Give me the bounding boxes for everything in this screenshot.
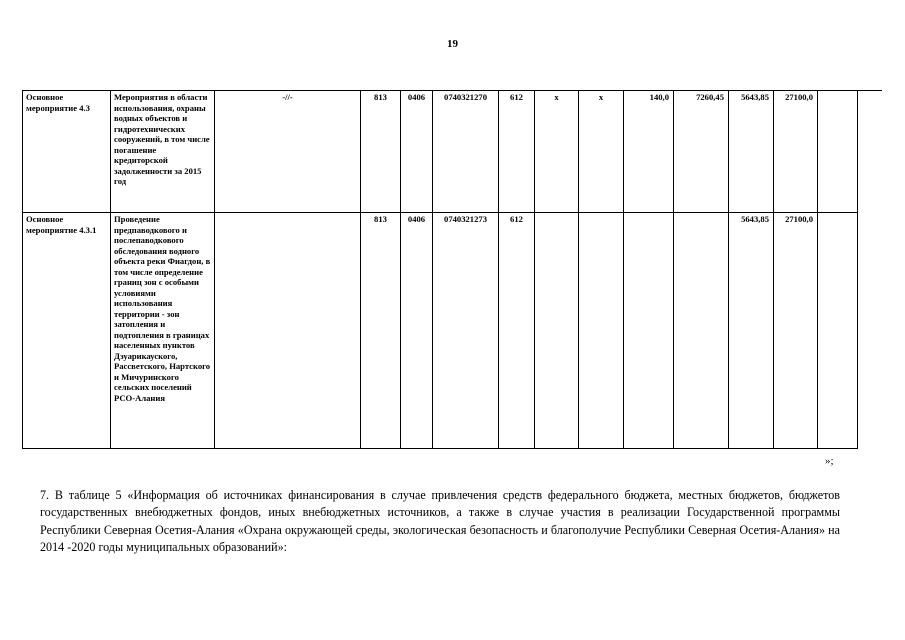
year-6-cell: 27100,0 <box>774 213 818 449</box>
year-3-cell: 140,0 <box>624 91 674 213</box>
closing-quote-mark: »; <box>825 455 834 467</box>
year-1-cell: x <box>535 91 579 213</box>
year-7-cell <box>818 91 858 213</box>
vr-cell: 612 <box>499 91 535 213</box>
rzpr-cell: 0406 <box>401 91 433 213</box>
row-name-cell: Основное мероприятие 4.3 <box>23 91 111 213</box>
page-number: 19 <box>447 38 458 50</box>
executor-cell <box>215 213 361 449</box>
year-5-cell: 5643,85 <box>729 213 774 449</box>
year-7-cell <box>818 213 858 449</box>
executor-cell: -//- <box>215 91 361 213</box>
grbs-cell: 813 <box>361 91 401 213</box>
budget-table <box>22 90 882 449</box>
year-4-cell <box>674 213 729 449</box>
year-1-cell <box>535 213 579 449</box>
csr-cell: 0740321273 <box>433 213 499 449</box>
grbs-cell: 813 <box>361 213 401 449</box>
table-row <box>23 213 882 449</box>
csr-cell: 0740321270 <box>433 91 499 213</box>
body-paragraph: 7. В таблице 5 «Информация об источниках финансирования в случае привлечения средств федерального бюджета, местных бюджетов, бюджетов государственных внебюджетных фондов, иных внебюджетных источников, а также в случае участия в реализации Государственной программы Республики Северная Осетия-Алания «Охрана окружающей среды, экологическая безопасность и благополучие Республики Северная Осетия-Алания» на 2014 -2020 годы муниципальных образований»: <box>40 488 840 554</box>
year-3-cell <box>624 213 674 449</box>
table-row <box>23 91 882 213</box>
row-description-cell: Мероприятия в области использования, охраны водных объектов и гидротехнических сооружений, в том числе погашение кредиторской задолженности за 2015 год <box>111 91 215 213</box>
year-6-cell: 27100,0 <box>774 91 818 213</box>
year-5-cell: 5643,85 <box>729 91 774 213</box>
year-2-cell: x <box>579 91 624 213</box>
rzpr-cell: 0406 <box>401 213 433 449</box>
year-2-cell <box>579 213 624 449</box>
table-edge-stub <box>858 213 882 449</box>
row-name-cell: Основное мероприятие 4.3.1 <box>23 213 111 449</box>
table-edge-stub <box>858 91 882 213</box>
row-description-cell: Проведение предпаводкового и послепаводкового обследования водного объекта реки Фиагдон, в том числе определение границ зон с особыми условиями использования территории - зон затопления и подтопления в границах населенных пунктов Дзуарикауского, Рассветского, Нартского и Мичуринского сельских поселений РСО-Алания <box>111 213 215 449</box>
vr-cell: 612 <box>499 213 535 449</box>
year-4-cell: 7260,45 <box>674 91 729 213</box>
